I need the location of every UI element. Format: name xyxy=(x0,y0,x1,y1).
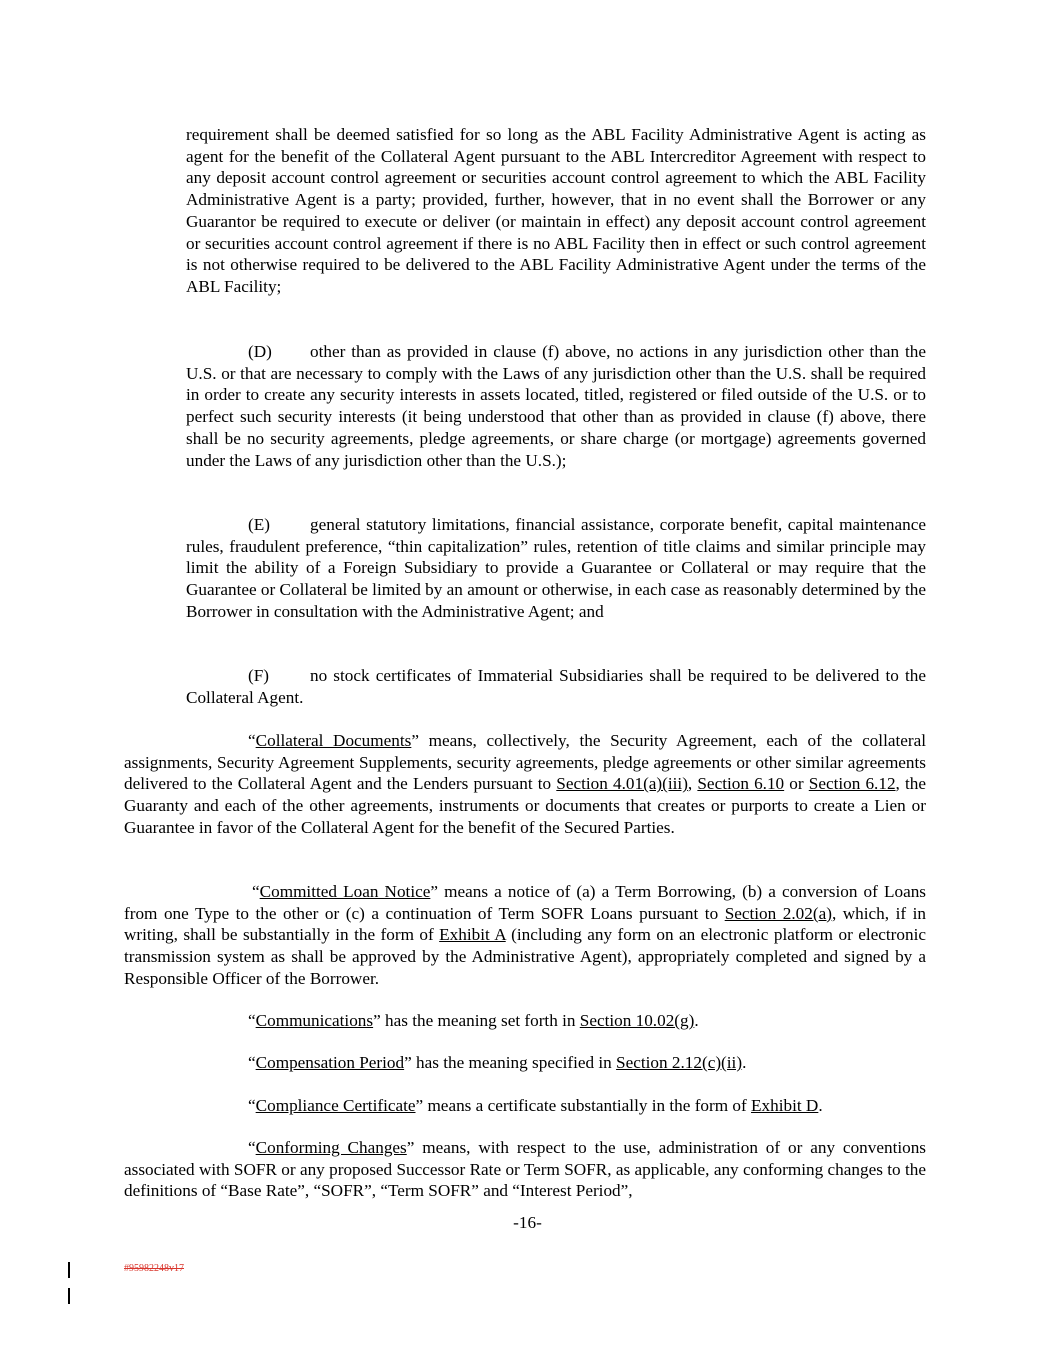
term-committed-loan-notice: Committed Loan Notice xyxy=(259,882,431,901)
open-quote: “ xyxy=(248,1053,256,1072)
paragraph-control-agreement-continuation: requirement shall be deemed satisfied for so long as the ABL Facility Administrative Agent is acting as agent for the benefit of the Collateral Agent pursuant to the ABL Intercreditor Agreement with respect to any deposit account control agreement or securities account control agreement to which the ABL Facility Administrative Agent is a party; provided, further, however, that in no event shall the Borrower or any Guarantor be required to execute or deliver (or maintain in effect) any deposit account control agreement or securities account control agreement if there is no ABL Facility then in effect or such control agreement is not otherwise required to be delivered to the ABL Facility Administrative Agent under the terms of the ABL Facility; xyxy=(186,125,926,296)
definition-text: (including any form on an electronic platform or electronic transmission system as shall be approved by the Administrative Agent), appropriately completed and signed by a Responsible Officer of the Borrower. xyxy=(124,925,926,988)
ref-section-10-02: Section 10.02(g) xyxy=(579,1011,695,1030)
definition-conforming-changes xyxy=(124,1137,926,1202)
term-conforming-changes: Conforming Changes xyxy=(255,1138,407,1157)
document-id: #95982248v17 xyxy=(124,1263,184,1274)
definition-communications xyxy=(124,1010,926,1032)
period: . xyxy=(694,1011,699,1030)
period: . xyxy=(818,1096,823,1115)
clause-e-text: general statutory limitations, financial assistance, corporate benefit, capital maintenance rules, fraudulent preference, “thin capitalization” rules, retention of title claims and similar principle may limit the ability of a Foreign Subsidiary to provide a Guarantee or Collateral or may require that the Guarantee or Collateral be limited by an amount or otherwise, in each case as reasonably determined by the Borrower in consultation with the Administrative Agent; and xyxy=(186,515,926,621)
definition-text: ” means, with respect to the use, administration of or any conventions associated with SOFR or any proposed Successor Rate or Term SOFR, as applicable, any conforming changes to the definitions of “Base Rate”, “SOFR”, “Term SOFR” and “Interest Period”, xyxy=(124,1138,926,1201)
definition-text: ” means, collectively, the Security Agreement, each of the collateral assignments, Security Agreement Supplements, security agreements, pledge agreements or other similar agreements delivered to the Collateral Agent and the Lenders pursuant to xyxy=(124,731,926,794)
open-quote: “ xyxy=(252,882,260,901)
open-quote: “ xyxy=(248,731,256,750)
open-quote: “ xyxy=(248,1096,256,1115)
period: . xyxy=(742,1053,747,1072)
definition-collateral-documents xyxy=(124,730,926,839)
definition-text: , the Guaranty and each of the other agreements, instruments or documents that creates or purports to create a Lien or Guarantee in favor of the Collateral Agent for the benefit of the Secured Parties. xyxy=(124,774,926,837)
ref-section-2-12: Section 2.12(c)(ii) xyxy=(616,1053,743,1072)
definition-text: , which, if in writing, shall be substantially in the form of xyxy=(124,903,926,945)
ref-exhibit-a: Exhibit A xyxy=(439,925,506,945)
definition-text: ” means a notice of (a) a Term Borrowing, (b) a conversion of Loans from one Type to the other or (c) a continuation of Term SOFR Loans pursuant to xyxy=(124,882,926,923)
clause-e-tag: (E) xyxy=(248,515,270,534)
ref-section-4-01: Section 4.01(a)(iii) xyxy=(556,774,688,794)
ref-exhibit-d: Exhibit D xyxy=(751,1096,819,1115)
clause-d-text: other than as provided in clause (f) above, no actions in any jurisdiction other than the U.S. or that are necessary to comply with the Laws of any jurisdiction other than the U.S. shall be required in order to create any security interests in assets located, titled, registered or filed outside of the U.S. or to perfect such security interests (it being understood that other than as provided in clause (f) above, there shall be no security agreements, pledge agreements, or share charge (or mortgage) agreements governed under the Laws of any jurisdiction other than the U.S.); xyxy=(186,342,926,470)
term-compliance-certificate: Compliance Certificate xyxy=(255,1096,416,1115)
clause-f-text: no stock certificates of Immaterial Subsidiaries shall be required to be delivered to the Collateral Agent. xyxy=(186,666,926,707)
definition-compliance-certificate xyxy=(124,1095,926,1117)
clause-f-tag: (F) xyxy=(248,666,270,685)
clause-e xyxy=(186,514,926,623)
open-quote: “ xyxy=(248,1011,256,1030)
ref-section-2-02: Section 2.02(a) xyxy=(724,903,832,923)
separator: or xyxy=(784,774,809,794)
definition-text: ” has the meaning specified in xyxy=(404,1053,617,1072)
open-quote: “ xyxy=(248,1138,256,1157)
definition-text: ” means a certificate substantially in the form of xyxy=(415,1096,752,1115)
clause-d xyxy=(186,341,926,471)
term-compensation-period: Compensation Period xyxy=(255,1053,405,1072)
definition-committed-loan-notice xyxy=(124,881,926,990)
definition-compensation-period xyxy=(124,1052,926,1074)
definition-text: ” has the meaning set forth in xyxy=(373,1011,580,1030)
term-communications: Communications xyxy=(255,1011,374,1030)
change-bar xyxy=(68,1288,70,1304)
term-collateral-documents: Collateral Documents xyxy=(255,731,412,750)
change-bar xyxy=(68,1262,70,1278)
page-number: -16- xyxy=(513,1213,542,1232)
ref-section-6-12: Section 6.12 xyxy=(808,774,896,794)
clause-d-tag: (D) xyxy=(248,342,272,361)
separator: , xyxy=(687,774,698,794)
clause-f xyxy=(186,665,926,708)
ref-section-6-10: Section 6.10 xyxy=(697,774,785,794)
